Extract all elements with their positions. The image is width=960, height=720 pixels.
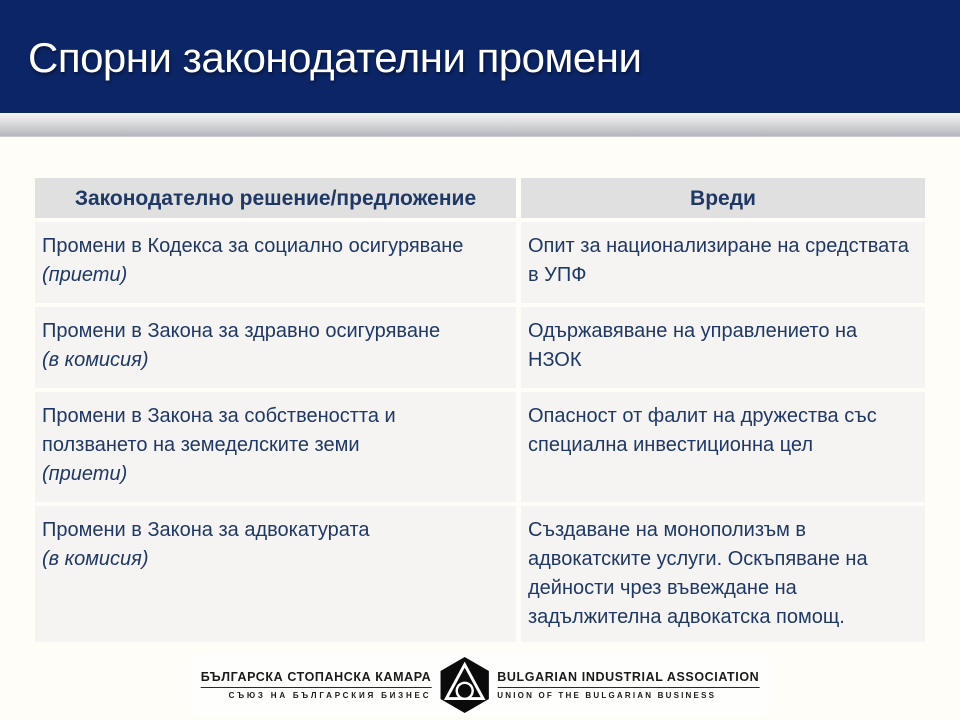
table-row-2-proposal-cell xyxy=(35,307,516,388)
slide-title: Спорни законодателни промени xyxy=(28,34,642,81)
logo-left-title: БЪЛГАРСКА СТОПАНСКА КАМАРА xyxy=(201,670,432,688)
legislation-table xyxy=(35,178,925,642)
logo-right-title: BULGARIAN INDUSTRIAL ASSOCIATION xyxy=(497,670,759,688)
proposal-text: Промени в Кодекса за социално осигуряване xyxy=(42,235,464,257)
column-header-harm: Вреди xyxy=(521,178,925,218)
proposal-text: Промени в Закона за здравно осигуряване xyxy=(42,320,441,342)
proposal-text: Промени в Закона за собствеността и ползването на земеделските земи xyxy=(42,405,396,456)
table-row-4-proposal-cell xyxy=(35,506,516,642)
harm-text: Създаване на монополизъм в адвокатските услуги. Оскъпяване на дейности чрез въвеждане на задължителна адвокатска помощ. xyxy=(528,519,868,628)
proposal-status: (приети) xyxy=(42,264,128,286)
column-header-proposal: Законодателно решение/предложение xyxy=(35,178,516,218)
proposal-status: (в комисия) xyxy=(42,548,149,570)
title-band xyxy=(0,0,960,113)
logo-left-text xyxy=(201,670,432,700)
table-row-2-harm-cell xyxy=(521,307,925,388)
logo-left-subtitle: СЪЮЗ НА БЪЛГАРСКИЯ БИЗНЕС xyxy=(228,691,432,700)
table-row-1-harm-cell xyxy=(521,222,925,303)
header-divider-bar xyxy=(0,113,960,137)
bia-hexagon-logo-icon xyxy=(437,656,491,714)
harm-text: Опасност от фалит на дружества със специална инвестиционна цел xyxy=(528,405,877,456)
table-row-4-harm-cell xyxy=(521,506,925,642)
proposal-text: Промени в Закона за адвокатурата xyxy=(42,519,370,541)
harm-text: Одържавяване на управлението на НЗОК xyxy=(528,320,858,371)
proposal-status: (приети) xyxy=(42,463,128,485)
proposal-status: (в комисия) xyxy=(42,349,149,371)
logo-right-subtitle: UNION OF THE BULGARIAN BUSINESS xyxy=(497,691,717,700)
logo-right-text xyxy=(497,670,759,700)
table-row-3-harm-cell xyxy=(521,392,925,502)
table-row-1-proposal-cell xyxy=(35,222,516,303)
footer-logo xyxy=(191,654,770,716)
table-row-3-proposal-cell xyxy=(35,392,516,502)
harm-text: Опит за национализиране на средствата в УПФ xyxy=(528,235,909,286)
